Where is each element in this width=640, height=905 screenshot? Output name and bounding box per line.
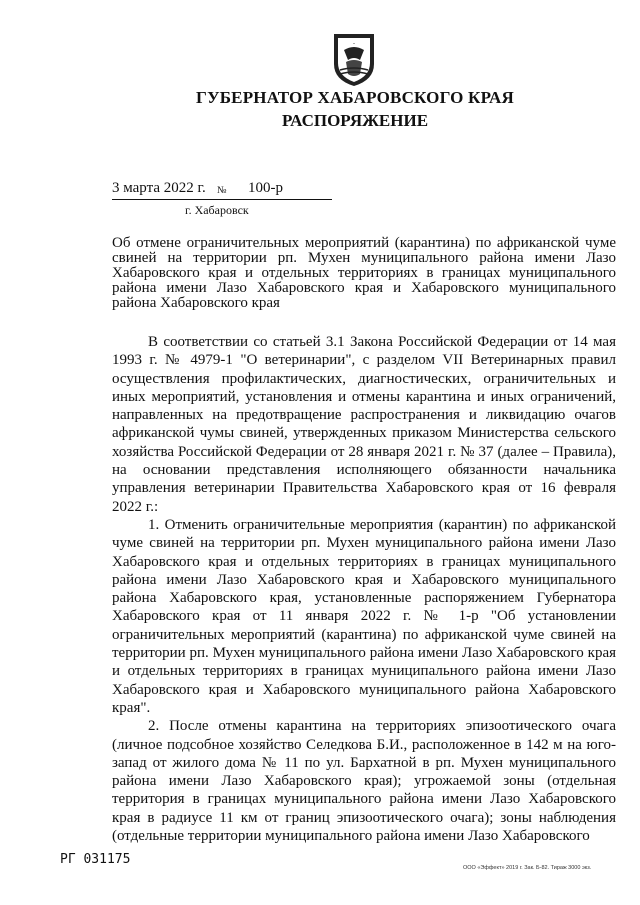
clause-1-paragraph: 1. Отменить ограничительные мероприятия (карантин) по африканской чуме свиней на территории рп. Мухен муниципального района имени Лазо Хабаровского края и отдельных территориях в границах муниципального района имени Лазо Хабаровского края и Хабаровского муниципального района Хабаровского края, установленные распоряжением Губернатора Хабаровского края от 11 января 2022 г. № 1-р "Об установлении ограничительных мероприятий (карантина) по африканской чуме свиней на территории рп. Мухен муниципального района имени Лазо Хабаровского края и отдельных территориях в границах муниципального района имени Лазо Хабаровского края и Хабаровского муниципального района Хабаровского края". bbox=[112, 516, 616, 716]
document-subject: Об отмене ограничительных мероприятий (карантина) по африканской чуме свиней на территории рп. Мухен муниципального района имени Лазо Хабаровского края и отдельных территориях в границах муниципального района имени Лазо Хабаровского края и Хабаровского муниципального района Хабаровского края bbox=[112, 235, 616, 311]
coat-of-arms-icon bbox=[330, 30, 378, 88]
document-date: 3 марта 2022 г. bbox=[112, 180, 206, 196]
city-label: г. Хабаровск bbox=[185, 203, 249, 217]
document-body bbox=[112, 333, 616, 845]
preamble-paragraph: В соответствии со статьей 3.1 Закона Российской Федерации от 14 мая 1993 г. № 4979-1 "О ветеринарии", с разделом VII Ветеринарных правил осуществления профилактических, диагностических, ограничительных и иных мероприятий, установления и отмены карантина и иных ограничений, направленных на предотвращение распространения и ликвидацию очагов африканской чумы свиней, утвержденных приказом Министерства сельского хозяйства Российской Федерации от 28 января 2021 г. № 37 (далее – Правила), на основании представления исполняющего обязанности начальника управления ветеринарии Правительства Хабаровского края от 16 февраля 2022 г.: bbox=[112, 334, 616, 515]
governor-title: ГУБЕРНАТОР ХАБАРОВСКОГО КРАЯ bbox=[196, 88, 514, 107]
number-sign: № bbox=[217, 185, 227, 196]
document-type: РАСПОРЯЖЕНИЕ bbox=[281, 111, 429, 130]
clause-2-paragraph: 2. После отмены карантина на территориях эпизоотического очага (личное подсобное хозяйство Селедкова Б.И., расположенное в 142 м на юго-запад от жилого дома № 11 по ул. Бархатной в рп. Мухен муниципального района имени Лазо Хабаровского края); угрожаемой зоны (отдельная территория в границах муниципального района имени Лазо Хабаровского края в радиусе 11 км от границ эпизоотического очага); зоны наблюдения (отдельные территории муниципального района имени Лазо Хабаровского bbox=[112, 718, 616, 845]
printer-imprint: ООО «Эффект» 2019 г. Зак. Б-82. Тираж 3000 экз. bbox=[463, 865, 592, 871]
document-number: 100-р bbox=[248, 180, 283, 196]
date-number-line bbox=[112, 180, 332, 200]
form-serial-number: РГ 031175 bbox=[60, 852, 131, 867]
underline-rule bbox=[112, 199, 332, 200]
